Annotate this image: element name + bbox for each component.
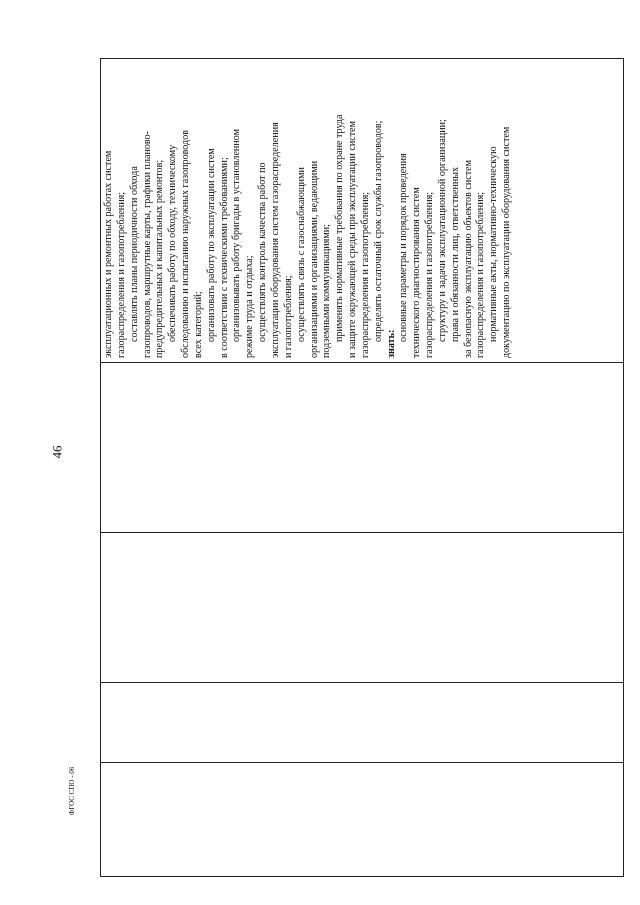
- text-line: режиме труда и отдыха;: [244, 255, 256, 358]
- text-line: осуществлять связь с газоснабжающими: [295, 167, 307, 342]
- text-line: нормативные акты, нормативно-техническую: [488, 146, 500, 342]
- empty-cell-3: [101, 533, 624, 683]
- text-line: основные параметры и порядок проведения: [398, 153, 410, 342]
- text-line: составлять планы периодичности обхода: [128, 166, 140, 342]
- text-line: за безопасную эксплуатацию объектов систем: [462, 159, 474, 358]
- text-line: обеспечивать работу по обходу, техническому: [167, 144, 179, 342]
- text-line: газораспределения и газопотребления;: [115, 191, 127, 358]
- requirements-table-rotated: [100, 59, 624, 877]
- empty-cell-4: [101, 363, 624, 533]
- text-line: газораспределения и газопотребления;: [359, 191, 371, 358]
- text-line: осуществлять контроль качества работ по: [257, 162, 269, 342]
- requirements-table: [100, 58, 624, 877]
- text-line: предупредительных и капитальных ремонтов;: [154, 159, 166, 358]
- text-line: газораспределения и газопотребления;: [424, 191, 436, 358]
- empty-cell-2: [101, 683, 624, 763]
- text-line: эксплуатационных и ремонтных работах систем: [103, 150, 114, 358]
- text-line: газопроводов, маршрутные карты, графики планово-: [141, 130, 153, 358]
- text-line: в соответствии с техническими требованиями;: [218, 157, 230, 358]
- text-line: эксплуатации оборудования систем газораспределения: [269, 122, 281, 358]
- text-line: организовать работу по эксплуатации систем: [205, 148, 217, 342]
- requirements-text-cell: [101, 59, 624, 363]
- text-line: и защите окружающей среды при эксплуатации систем: [347, 120, 359, 358]
- text-line: обследованию и испытанию наружных газопроводов: [180, 129, 192, 358]
- text-line: знать:: [385, 329, 397, 358]
- text-line: определять остаточный срок службы газопроводов;: [372, 120, 384, 342]
- text-line: всех категорий;: [192, 291, 204, 358]
- text-line: права и обязанности лиц, ответственных: [449, 166, 461, 342]
- text-line: документацию по эксплуатации оборудования систем: [501, 126, 513, 358]
- page-number: 46: [49, 445, 65, 459]
- text-line: и газопотребления;: [282, 275, 294, 358]
- text-line: применять нормативные требования по охране труда: [334, 114, 346, 342]
- text-line: структуру и задачи эксплуатационной организации;: [436, 119, 448, 342]
- empty-cell-1: [101, 763, 624, 877]
- text-line: подземными коммуникациями;: [321, 224, 333, 358]
- text-line: организациями и организациями, ведающими: [308, 160, 320, 358]
- text-line: организовывать работу бригады в установленном: [231, 129, 243, 342]
- text-line: газораспределения и газопотребления;: [475, 191, 487, 358]
- text-line: технического диагностирования систем: [411, 187, 423, 358]
- footer-label: ФГОС СПО - 06: [68, 766, 76, 816]
